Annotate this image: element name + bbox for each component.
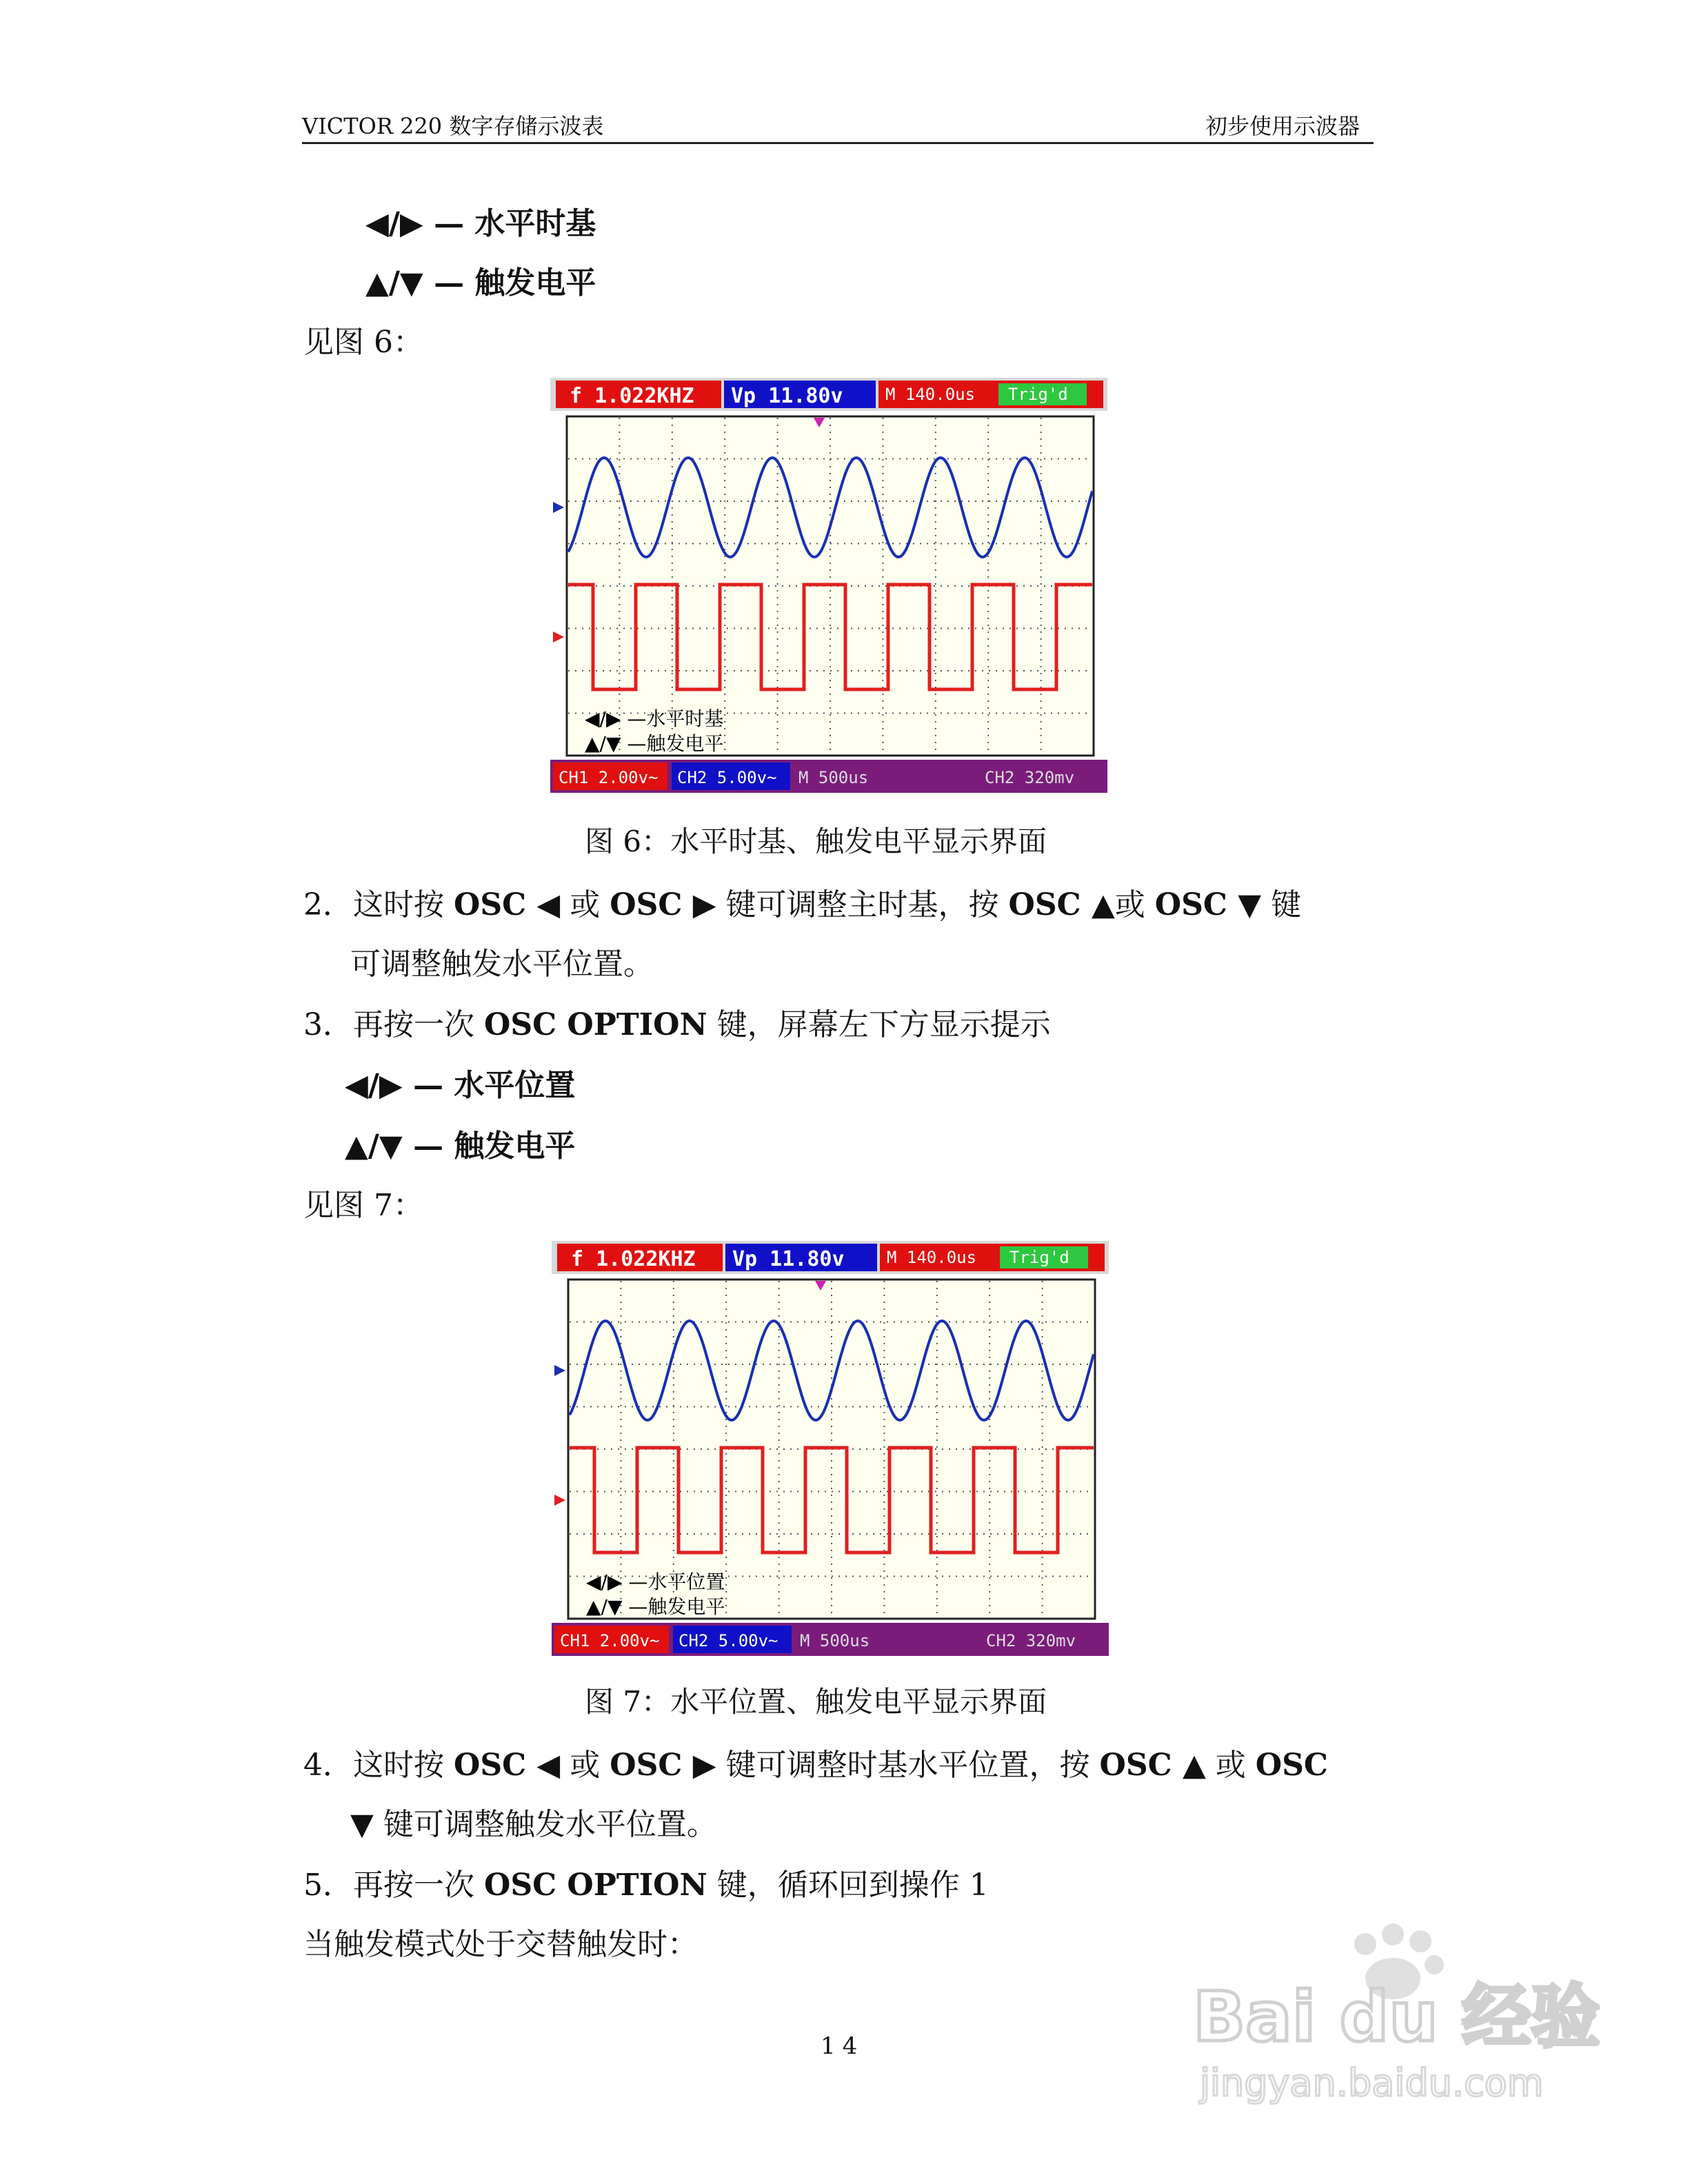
up-down-arrows-icon: ▲/▼ (365, 265, 423, 301)
timebase: M 500us (800, 1631, 870, 1650)
hint1-vertical: ▲/▼ — 触发电平 (365, 265, 596, 301)
caption-fig6: 图 6：水平时基、触发电平显示界面 (585, 825, 1047, 858)
see-fig6: 见图 6： (303, 325, 423, 360)
vp-readout: Vp 11.80v (731, 384, 843, 408)
step4-line2: ▼ 键可调整触发水平位置。 (350, 1807, 717, 1842)
left-right-arrows-icon: ◀/▶ (365, 206, 423, 241)
scope-figure-6 (550, 378, 1107, 793)
trig-status: Trig'd (1008, 385, 1068, 404)
freq-readout: f 1.022KHZ (570, 384, 694, 408)
scope-figure-7 (552, 1241, 1109, 1656)
overlay-hint2: ▲/▼ —触发电平 (586, 1595, 725, 1618)
hint2-horizontal: ◀/▶ — 水平位置 (345, 1068, 576, 1103)
page-number: 14 (821, 2032, 865, 2060)
overlay-hint2: ▲/▼ —触发电平 (585, 732, 724, 755)
step2-line1: 2．这时按 OSC ◀ 或 OSC ▶ 键可调整主时基，按 OSC ▲或 OSC ▼ 键 (303, 887, 1302, 922)
hint2-vertical: ▲/▼ — 触发电平 (345, 1129, 576, 1164)
ch1-scale: CH1 2.00v~ (559, 768, 659, 787)
watermark-url: jingyan.baidu.com (1200, 2061, 1544, 2105)
ch2-scale: CH2 5.00v~ (679, 1631, 778, 1650)
header-right: 初步使用示波器 (1205, 113, 1360, 139)
hint1-horizontal: ◀/▶ — 水平时基 (365, 206, 596, 241)
step3: 3．再按一次 OSC OPTION 键，屏幕左下方显示提示 (303, 1007, 1051, 1042)
up-down-arrows-icon: ▲/▼ (345, 1129, 403, 1164)
see-fig7: 见图 7： (303, 1188, 423, 1223)
ch2-trigger-level: CH2 320mv (985, 768, 1075, 787)
caption-fig7: 图 7：水平位置、触发电平显示界面 (585, 1685, 1047, 1719)
vp-readout: Vp 11.80v (732, 1247, 845, 1271)
step2-line2: 可调整触发水平位置。 (350, 947, 654, 982)
left-right-arrows-icon: ◀/▶ (345, 1068, 403, 1103)
baidu-watermark-logo (1186, 1910, 1600, 2116)
overlay-hint1: ◀/▶ —水平时基 (585, 707, 724, 730)
step4-line1: 4．这时按 OSC ◀ 或 OSC ▶ 键可调整时基水平位置，按 OSC ▲ 或 OSC (303, 1748, 1328, 1783)
step5: 5．再按一次 OSC OPTION 键，循环回到操作 1 (303, 1868, 989, 1903)
header-left: VICTOR 220 数字存储示波表 (302, 113, 604, 139)
page-header (302, 103, 1374, 144)
time-readout: M 140.0us (887, 1248, 977, 1267)
timebase: M 500us (798, 768, 869, 787)
last-line: 当触发模式处于交替触发时： (303, 1927, 698, 1962)
ch2-scale: CH2 5.00v~ (677, 768, 777, 787)
overlay-hint1: ◀/▶ —水平位置 (586, 1570, 725, 1593)
watermark-brand: Bai du 经验 (1193, 1976, 1600, 2057)
freq-readout: f 1.022KHZ (571, 1247, 696, 1271)
ch1-scale: CH1 2.00v~ (560, 1631, 660, 1650)
trig-status: Trig'd (1009, 1248, 1069, 1267)
time-readout: M 140.0us (885, 385, 976, 404)
ch2-trigger-level: CH2 320mv (986, 1631, 1076, 1650)
